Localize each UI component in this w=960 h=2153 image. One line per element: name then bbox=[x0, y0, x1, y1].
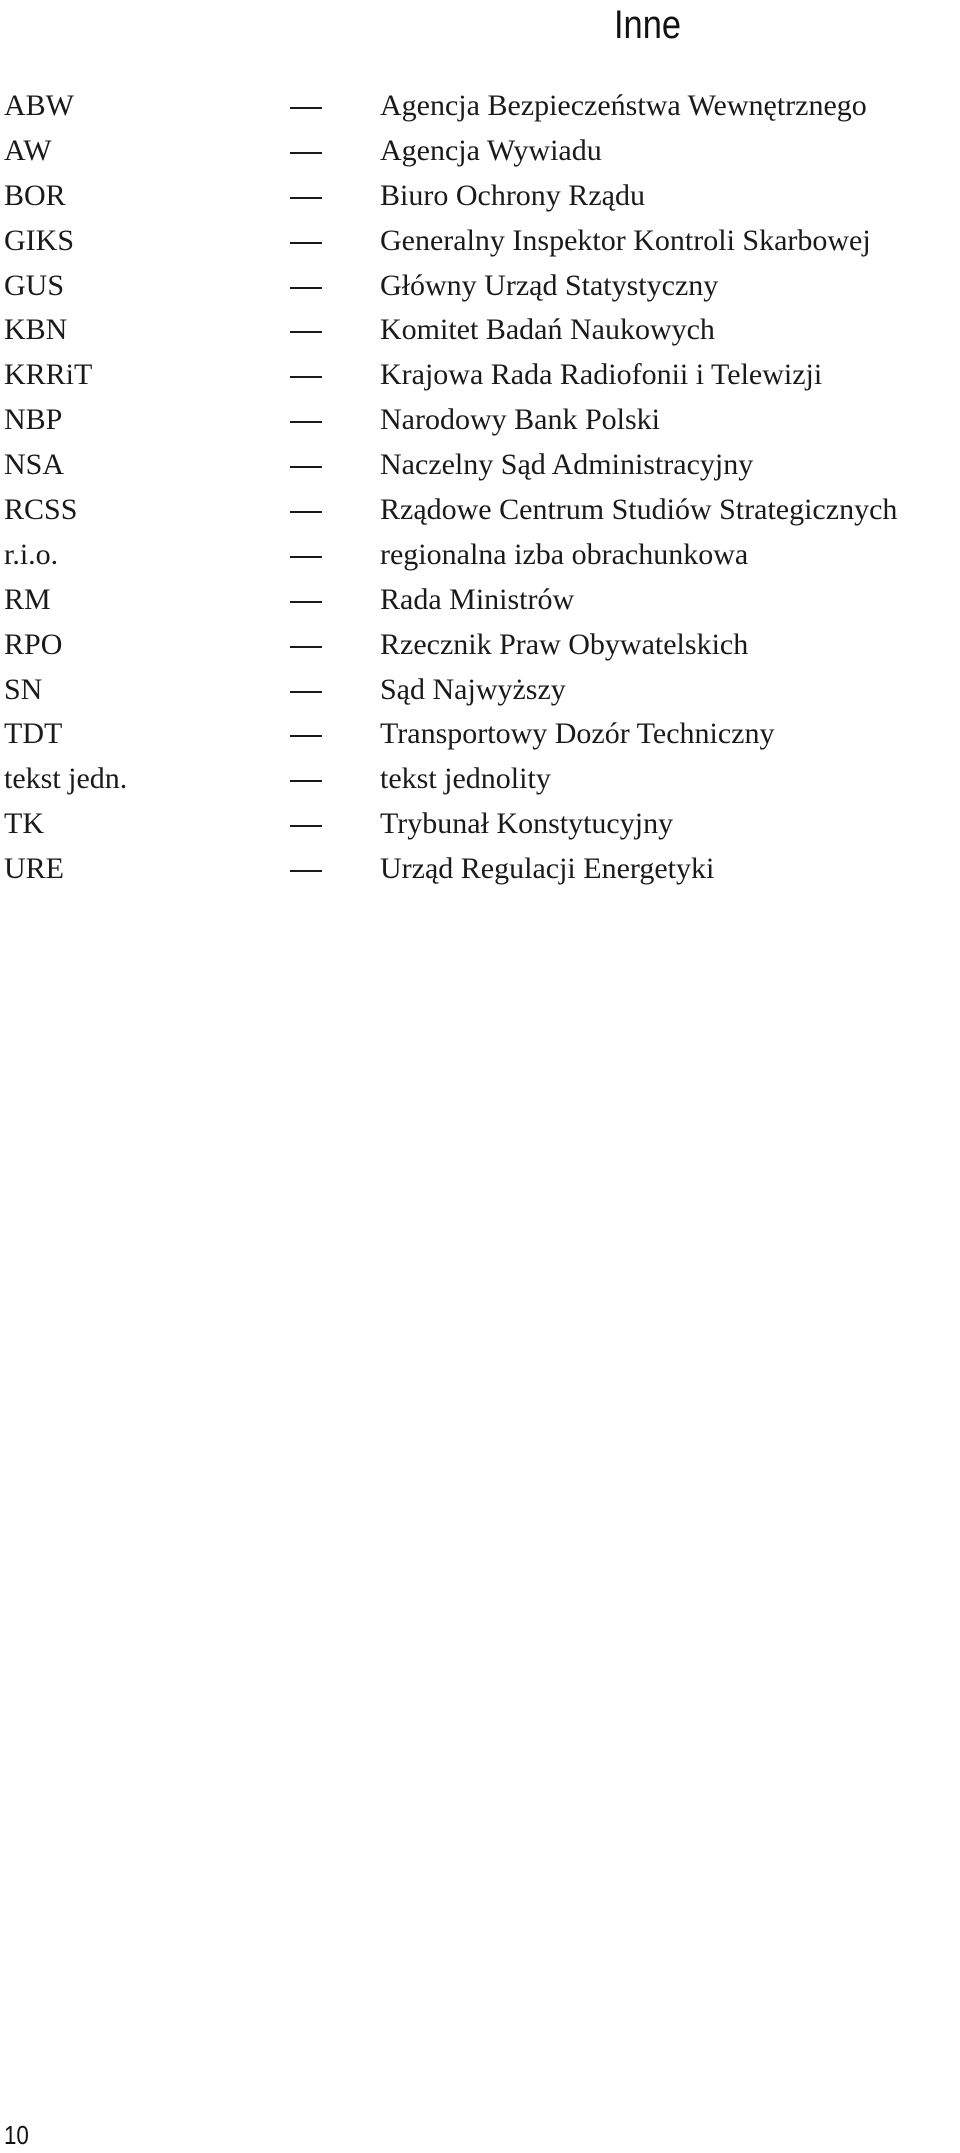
abbreviation-row bbox=[0, 219, 960, 264]
abbreviation-expansion: Generalny Inspektor Kontroli Skarbowej bbox=[380, 223, 871, 257]
abbreviation-row bbox=[0, 757, 960, 802]
abbreviation-list bbox=[0, 84, 960, 892]
dash-separator bbox=[290, 421, 322, 423]
dash-separator bbox=[290, 601, 322, 603]
abbreviation-code: r.i.o. bbox=[4, 537, 59, 571]
abbreviation-row bbox=[0, 488, 960, 533]
abbreviation-row bbox=[0, 578, 960, 623]
abbreviation-code: NBP bbox=[4, 403, 63, 437]
abbreviation-expansion: Naczelny Sąd Administracyjny bbox=[380, 448, 754, 482]
abbreviation-expansion: regionalna izba obrachunkowa bbox=[380, 537, 749, 571]
abbreviation-expansion: Narodowy Bank Polski bbox=[380, 403, 660, 437]
dash-separator bbox=[290, 287, 322, 289]
abbreviation-code: RPO bbox=[4, 627, 63, 661]
abbreviation-code: AW bbox=[4, 133, 52, 167]
abbreviation-row bbox=[0, 802, 960, 847]
abbreviation-row bbox=[0, 533, 960, 578]
abbreviation-code: SN bbox=[4, 672, 43, 706]
abbreviation-expansion: Trybunał Konstytucyjny bbox=[380, 807, 674, 841]
section-heading: Inne bbox=[614, 3, 681, 47]
dash-separator bbox=[290, 780, 322, 782]
abbreviation-expansion: Sąd Najwyższy bbox=[380, 672, 566, 706]
abbreviation-code: BOR bbox=[4, 178, 66, 212]
dash-separator bbox=[290, 556, 322, 558]
abbreviation-expansion: Rządowe Centrum Studiów Strategicznych bbox=[380, 493, 898, 527]
abbreviation-row bbox=[0, 129, 960, 174]
abbreviation-row bbox=[0, 443, 960, 488]
abbreviation-row bbox=[0, 84, 960, 129]
abbreviation-row bbox=[0, 847, 960, 892]
abbreviation-row bbox=[0, 308, 960, 353]
abbreviation-code: GUS bbox=[4, 268, 65, 302]
abbreviation-expansion: Rada Ministrów bbox=[380, 582, 575, 616]
dash-separator bbox=[290, 825, 322, 827]
abbreviation-row bbox=[0, 712, 960, 757]
dash-separator bbox=[290, 511, 322, 513]
page-number: 10 bbox=[4, 2120, 29, 2150]
abbreviation-expansion: tekst jednolity bbox=[380, 762, 551, 796]
dash-separator bbox=[290, 870, 322, 872]
abbreviation-row bbox=[0, 623, 960, 668]
abbreviation-code: KRRiT bbox=[4, 358, 93, 392]
dash-separator bbox=[290, 735, 322, 737]
abbreviation-expansion: Biuro Ochrony Rządu bbox=[380, 178, 645, 212]
dash-separator bbox=[290, 242, 322, 244]
dash-separator bbox=[290, 466, 322, 468]
dash-separator bbox=[290, 691, 322, 693]
abbreviation-expansion: Transportowy Dozór Techniczny bbox=[380, 717, 775, 751]
abbreviation-row bbox=[0, 353, 960, 398]
abbreviation-row bbox=[0, 668, 960, 713]
abbreviation-code: TK bbox=[4, 807, 44, 841]
abbreviation-expansion: Urząd Regulacji Energetyki bbox=[380, 852, 715, 886]
abbreviation-expansion: Komitet Badań Naukowych bbox=[380, 313, 715, 347]
abbreviation-expansion: Agencja Bezpieczeństwa Wewnętrznego bbox=[380, 89, 867, 122]
abbreviation-code: TDT bbox=[4, 717, 63, 751]
dash-separator bbox=[290, 107, 322, 109]
abbreviation-row bbox=[0, 174, 960, 219]
abbreviation-code: NSA bbox=[4, 448, 65, 482]
abbreviation-code: RM bbox=[4, 582, 51, 616]
abbreviation-expansion: Główny Urząd Statystyczny bbox=[380, 268, 719, 302]
dash-separator bbox=[290, 152, 322, 154]
abbreviation-code: GIKS bbox=[4, 223, 75, 257]
abbreviation-code: ABW bbox=[4, 89, 74, 122]
dash-separator bbox=[290, 646, 322, 648]
abbreviation-row bbox=[0, 398, 960, 443]
dash-separator bbox=[290, 331, 322, 333]
abbreviation-code: KBN bbox=[4, 313, 68, 347]
abbreviation-row bbox=[0, 264, 960, 309]
abbreviation-code: URE bbox=[4, 852, 64, 886]
abbreviation-code: tekst jedn. bbox=[4, 762, 128, 796]
dash-separator bbox=[290, 197, 322, 199]
abbreviation-expansion: Krajowa Rada Radiofonii i Telewizji bbox=[380, 358, 823, 392]
abbreviation-code: RCSS bbox=[4, 493, 78, 527]
dash-separator bbox=[290, 376, 322, 378]
abbreviation-expansion: Rzecznik Praw Obywatelskich bbox=[380, 627, 749, 661]
abbreviation-expansion: Agencja Wywiadu bbox=[380, 133, 602, 167]
